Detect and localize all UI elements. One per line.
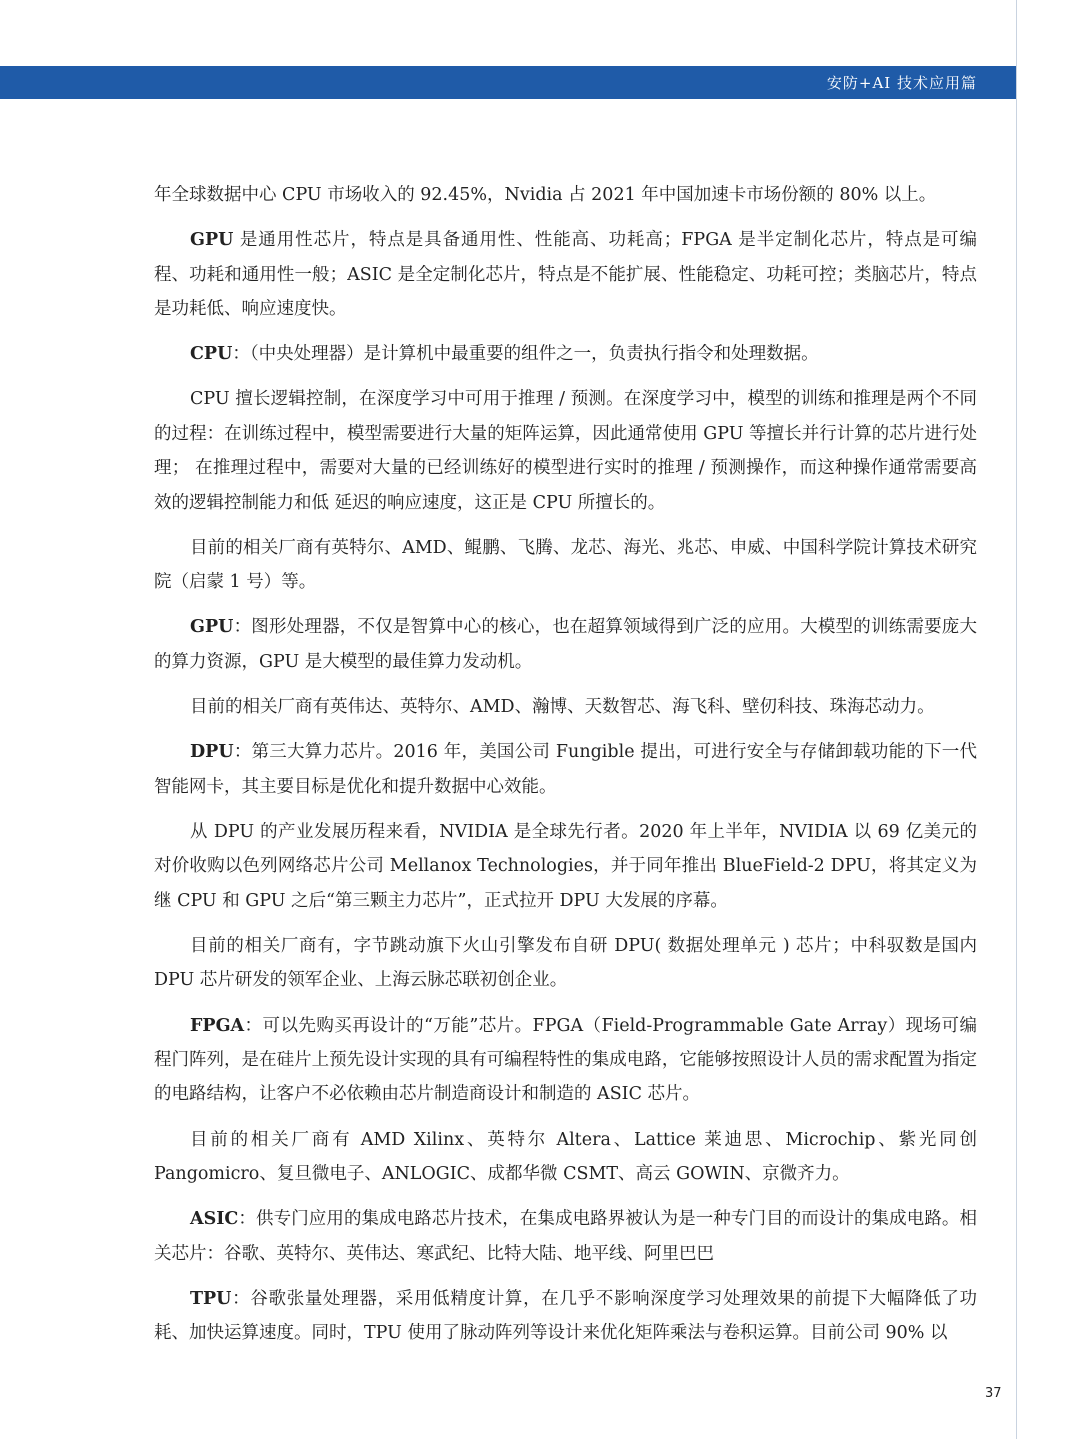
paragraph-text: CPU 擅长逻辑控制，在深度学习中可用于推理 / 预测。在深度学习中，模型的训练和推理是两个不同的过程：在训练过程中，模型需要进行大量的矩阵运算，因此通常使用 GPU 等擅长并行计算的芯片进行处理； 在推理过程中，需要对大量的已经训练好的模型进行实时的推理 / 预测操作，而这种操作通常需要高效的逻辑控制能力和低 延迟的响应速度，这正是 CPU 所擅长的。 [154,389,977,513]
paragraph-text: 目前的相关厂商有英特尔、AMD、鲲鹏、飞腾、龙芯、海光、兆芯、申威、中国科学院计算技术研究院（启蒙 1 号）等。 [154,537,977,593]
right-margin-rule [1016,0,1017,1439]
paragraph [154,929,977,998]
paragraph [154,815,977,918]
paragraph-term: TPU [190,1288,232,1309]
paragraph-term: GPU [190,617,234,638]
paragraph-text: 年全球数据中心 CPU 市场收入的 92.45%，Nvidia 占 2021 年中国加速卡市场份额的 80% 以上。 [154,185,937,205]
paragraph-text: 目前的相关厂商有 AMD Xilinx、英特尔 Altera、Lattice 莱迪思、Microchip、紫光同创 Pangomicro、复旦微电子、ANLOGIC、成都华微 CSMT、高云 GOWIN、京微齐力。 [154,1129,977,1184]
paragraph [154,223,977,326]
paragraph-text: ：图形处理器，不仅是智算中心的核心，也在超算领域得到广泛的应用。大模型的训练需要庞大的算力资源，GPU 是大模型的最佳算力发动机。 [154,617,977,672]
page-number: 37 [985,1386,1002,1401]
paragraph [154,1282,977,1351]
paragraph-term: CPU [190,344,233,365]
paragraph [154,690,977,724]
paragraph [154,610,977,679]
paragraph [154,1123,977,1192]
paragraph-term: DPU [190,742,234,763]
paragraph-text: ：第三大算力芯片。2016 年，美国公司 Fungible 提出，可进行安全与存储卸载功能的下一代智能网卡，其主要目标是优化和提升数据中心效能。 [154,742,977,797]
paragraph [154,531,977,600]
paragraph-text: 目前的相关厂商有英伟达、英特尔、AMD、瀚博、天数智芯、海飞科、壁仞科技、珠海芯动力。 [190,697,935,718]
paragraph-text: 目前的相关厂商有，字节跳动旗下火山引擎发布自研 DPU( 数据处理单元 ) 芯片；中科驭数是国内 DPU 芯片研发的领军企业、上海云脉芯联初创企业。 [154,935,977,991]
paragraph [154,735,977,804]
paragraph-text: ：谷歌张量处理器，采用低精度计算，在几乎不影响深度学习处理效果的前提下大幅降低了功耗、加快运算速度。同时，TPU 使用了脉动阵列等设计来优化矩阵乘法与卷积运算。目前公司 90% 以 [154,1288,977,1344]
paragraph-text: ：（中央处理器）是计算机中最重要的组件之一，负责执行指令和处理数据。 [232,344,819,365]
paragraph [154,337,977,371]
header-bar [0,66,1017,99]
paragraph [154,1009,977,1112]
paragraph-text: 从 DPU 的产业发展历程来看，NVIDIA 是全球先行者。2020 年上半年，NVIDIA 以 69 亿美元的对价收购以色列网络芯片公司 Mellanox Technologies，并于同年推出 BlueField-2 DPU，将其定义为继 CPU 和 GPU 之后“第三颗主力芯片”，正式拉开 DPU 大发展的序幕。 [154,821,977,911]
body-text [154,178,977,1361]
paragraph-text: ：供专门应用的集成电路芯片技术，在集成电路界被认为是一种专门目的而设计的集成电路。相关芯片：谷歌、英特尔、英伟达、寒武纪、比特大陆、地平线、阿里巴巴 [154,1209,977,1264]
paragraph-term: FPGA [190,1015,245,1036]
paragraph [154,382,977,520]
section-title: 安防+AI 技术应用篇 [826,74,977,92]
paragraph-term: ASIC [190,1209,239,1230]
paragraph-text: ：可以先购买再设计的“万能”芯片。FPGA（Field-Programmable Gate Array）现场可编程门阵列，是在硅片上预先设计实现的具有可编程特性的集成电路，它能够按照设计人员的需求配置为指定的电路结构，让客户不必依赖由芯片制造商设计和制造的 ASIC 芯片。 [154,1015,977,1105]
paragraph [154,1202,977,1271]
paragraph [154,178,977,212]
paragraph-term: GPU [190,230,234,251]
paragraph-text: 是通用性芯片，特点是具备通用性、性能高、功耗高；FPGA 是半定制化芯片，特点是可编程、功耗和通用性一般；ASIC 是全定制化芯片，特点是不能扩展、性能稳定、功耗可控；类脑芯片，特点是功耗低、响应速度快。 [154,230,977,320]
